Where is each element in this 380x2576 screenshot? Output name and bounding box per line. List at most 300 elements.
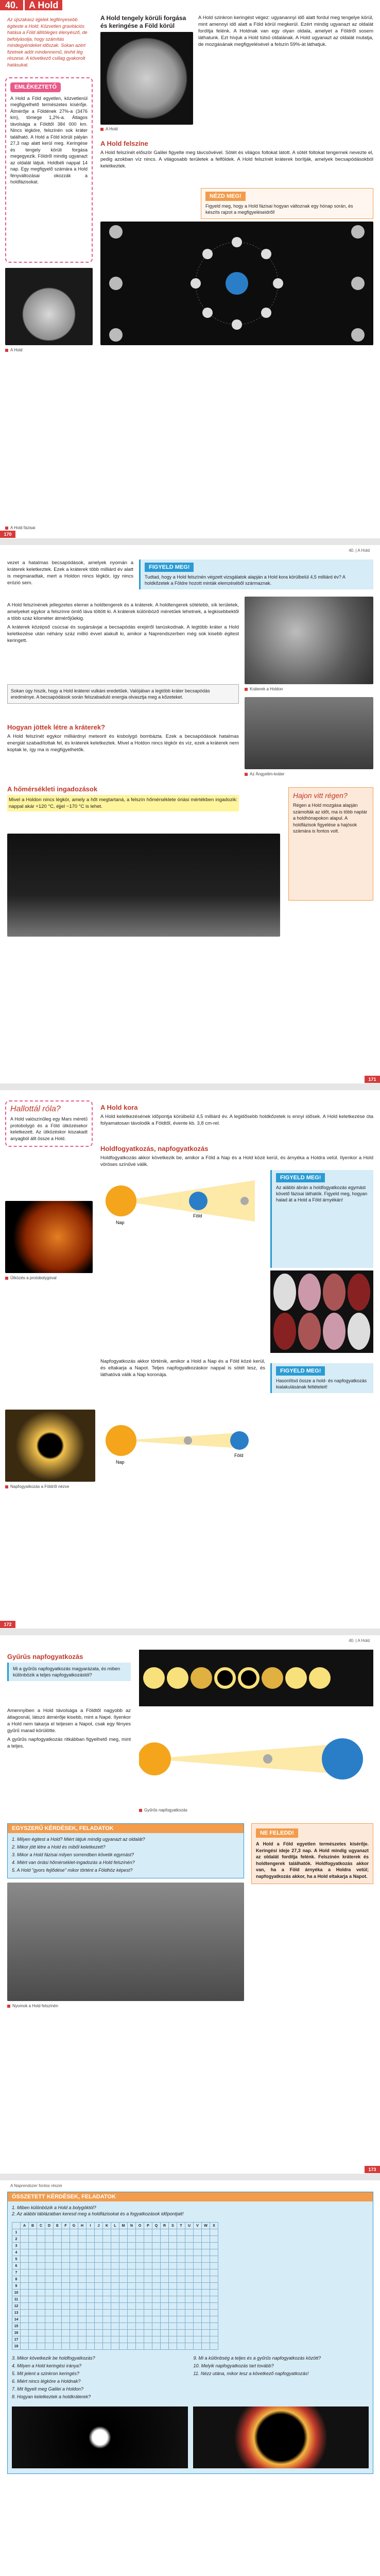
grid-cell[interactable] xyxy=(103,2323,111,2330)
grid-cell[interactable] xyxy=(95,2276,103,2283)
grid-cell[interactable] xyxy=(62,2330,70,2336)
grid-cell[interactable] xyxy=(45,2290,54,2296)
grid-cell[interactable] xyxy=(21,2276,29,2283)
grid-cell[interactable] xyxy=(194,2263,202,2269)
grid-cell[interactable] xyxy=(144,2243,152,2249)
grid-cell[interactable] xyxy=(185,2303,194,2310)
grid-cell[interactable] xyxy=(21,2263,29,2269)
grid-cell[interactable] xyxy=(194,2343,202,2350)
grid-cell[interactable] xyxy=(21,2336,29,2343)
grid-cell[interactable] xyxy=(177,2263,185,2269)
grid-cell[interactable] xyxy=(210,2336,218,2343)
grid-cell[interactable] xyxy=(161,2283,169,2290)
grid-cell[interactable] xyxy=(45,2269,54,2276)
grid-cell[interactable] xyxy=(194,2249,202,2256)
grid-cell[interactable] xyxy=(128,2263,136,2269)
grid-cell[interactable] xyxy=(78,2310,87,2316)
grid-cell[interactable] xyxy=(37,2310,45,2316)
grid-cell[interactable] xyxy=(169,2283,177,2290)
grid-cell[interactable] xyxy=(210,2310,218,2316)
grid-cell[interactable] xyxy=(210,2323,218,2330)
grid-cell[interactable] xyxy=(144,2276,152,2283)
grid-cell[interactable] xyxy=(169,2276,177,2283)
grid-cell[interactable] xyxy=(111,2249,119,2256)
grid-cell[interactable] xyxy=(202,2296,210,2303)
grid-cell[interactable] xyxy=(128,2323,136,2330)
grid-cell[interactable] xyxy=(70,2336,78,2343)
grid-cell[interactable] xyxy=(152,2263,161,2269)
grid-cell[interactable] xyxy=(70,2236,78,2243)
grid-cell[interactable] xyxy=(37,2303,45,2310)
grid-cell[interactable] xyxy=(70,2303,78,2310)
grid-cell[interactable] xyxy=(136,2296,144,2303)
grid-cell[interactable] xyxy=(62,2243,70,2249)
grid-cell[interactable] xyxy=(210,2343,218,2350)
grid-cell[interactable] xyxy=(185,2336,194,2343)
grid-cell[interactable] xyxy=(21,2256,29,2263)
grid-cell[interactable] xyxy=(54,2243,62,2249)
grid-cell[interactable] xyxy=(37,2336,45,2343)
grid-cell[interactable] xyxy=(136,2269,144,2276)
grid-cell[interactable] xyxy=(87,2276,95,2283)
grid-cell[interactable] xyxy=(177,2229,185,2236)
grid-cell[interactable] xyxy=(45,2283,54,2290)
grid-cell[interactable] xyxy=(152,2229,161,2236)
grid-cell[interactable] xyxy=(54,2249,62,2256)
grid-cell[interactable] xyxy=(111,2310,119,2316)
grid-cell[interactable] xyxy=(87,2243,95,2249)
grid-cell[interactable] xyxy=(111,2336,119,2343)
grid-cell[interactable] xyxy=(152,2256,161,2263)
grid-cell[interactable] xyxy=(136,2323,144,2330)
grid-cell[interactable] xyxy=(136,2263,144,2269)
grid-cell[interactable] xyxy=(70,2290,78,2296)
grid-cell[interactable] xyxy=(29,2276,37,2283)
grid-cell[interactable] xyxy=(78,2256,87,2263)
grid-cell[interactable] xyxy=(87,2330,95,2336)
grid-cell[interactable] xyxy=(62,2283,70,2290)
grid-cell[interactable] xyxy=(95,2269,103,2276)
grid-cell[interactable] xyxy=(111,2303,119,2310)
grid-cell[interactable] xyxy=(202,2276,210,2283)
grid-cell[interactable] xyxy=(54,2229,62,2236)
grid-cell[interactable] xyxy=(169,2336,177,2343)
grid-cell[interactable] xyxy=(45,2316,54,2323)
grid-cell[interactable] xyxy=(185,2243,194,2249)
grid-cell[interactable] xyxy=(185,2296,194,2303)
grid-cell[interactable] xyxy=(87,2229,95,2236)
grid-cell[interactable] xyxy=(103,2316,111,2323)
grid-cell[interactable] xyxy=(152,2276,161,2283)
grid-cell[interactable] xyxy=(210,2290,218,2296)
grid-cell[interactable] xyxy=(136,2330,144,2336)
grid-cell[interactable] xyxy=(202,2269,210,2276)
grid-cell[interactable] xyxy=(21,2303,29,2310)
grid-cell[interactable] xyxy=(169,2290,177,2296)
grid-cell[interactable] xyxy=(136,2343,144,2350)
grid-cell[interactable] xyxy=(128,2303,136,2310)
grid-cell[interactable] xyxy=(95,2229,103,2236)
grid-cell[interactable] xyxy=(95,2236,103,2243)
grid-cell[interactable] xyxy=(119,2296,128,2303)
grid-cell[interactable] xyxy=(177,2283,185,2290)
grid-cell[interactable] xyxy=(202,2229,210,2236)
grid-cell[interactable] xyxy=(62,2290,70,2296)
grid-cell[interactable] xyxy=(87,2323,95,2330)
grid-cell[interactable] xyxy=(152,2249,161,2256)
grid-cell[interactable] xyxy=(45,2276,54,2283)
grid-cell[interactable] xyxy=(144,2229,152,2236)
grid-cell[interactable] xyxy=(169,2343,177,2350)
grid-cell[interactable] xyxy=(210,2236,218,2243)
grid-cell[interactable] xyxy=(202,2263,210,2269)
grid-cell[interactable] xyxy=(210,2263,218,2269)
grid-cell[interactable] xyxy=(177,2336,185,2343)
grid-cell[interactable] xyxy=(177,2310,185,2316)
grid-cell[interactable] xyxy=(152,2330,161,2336)
grid-cell[interactable] xyxy=(70,2323,78,2330)
grid-cell[interactable] xyxy=(70,2243,78,2249)
grid-cell[interactable] xyxy=(144,2263,152,2269)
grid-cell[interactable] xyxy=(210,2269,218,2276)
grid-cell[interactable] xyxy=(177,2256,185,2263)
grid-cell[interactable] xyxy=(128,2269,136,2276)
grid-cell[interactable] xyxy=(185,2343,194,2350)
grid-cell[interactable] xyxy=(29,2310,37,2316)
grid-cell[interactable] xyxy=(87,2263,95,2269)
grid-cell[interactable] xyxy=(194,2269,202,2276)
grid-cell[interactable] xyxy=(103,2269,111,2276)
grid-cell[interactable] xyxy=(45,2256,54,2263)
grid-cell[interactable] xyxy=(78,2263,87,2269)
grid-cell[interactable] xyxy=(70,2249,78,2256)
grid-cell[interactable] xyxy=(119,2283,128,2290)
grid-cell[interactable] xyxy=(95,2336,103,2343)
grid-cell[interactable] xyxy=(152,2316,161,2323)
grid-cell[interactable] xyxy=(54,2256,62,2263)
grid-cell[interactable] xyxy=(78,2269,87,2276)
grid-cell[interactable] xyxy=(185,2256,194,2263)
grid-cell[interactable] xyxy=(78,2343,87,2350)
grid-cell[interactable] xyxy=(21,2249,29,2256)
grid-cell[interactable] xyxy=(37,2269,45,2276)
grid-cell[interactable] xyxy=(119,2263,128,2269)
grid-cell[interactable] xyxy=(144,2236,152,2243)
grid-cell[interactable] xyxy=(29,2243,37,2249)
grid-cell[interactable] xyxy=(119,2269,128,2276)
grid-cell[interactable] xyxy=(37,2323,45,2330)
grid-cell[interactable] xyxy=(103,2290,111,2296)
grid-cell[interactable] xyxy=(202,2243,210,2249)
grid-cell[interactable] xyxy=(45,2263,54,2269)
grid-cell[interactable] xyxy=(194,2323,202,2330)
grid-cell[interactable] xyxy=(103,2256,111,2263)
grid-cell[interactable] xyxy=(29,2256,37,2263)
grid-cell[interactable] xyxy=(136,2283,144,2290)
grid-cell[interactable] xyxy=(169,2269,177,2276)
grid-cell[interactable] xyxy=(87,2296,95,2303)
grid-cell[interactable] xyxy=(202,2343,210,2350)
grid-cell[interactable] xyxy=(21,2269,29,2276)
grid-cell[interactable] xyxy=(70,2256,78,2263)
grid-cell[interactable] xyxy=(111,2229,119,2236)
grid-cell[interactable] xyxy=(210,2229,218,2236)
grid-cell[interactable] xyxy=(185,2330,194,2336)
grid-cell[interactable] xyxy=(45,2343,54,2350)
grid-cell[interactable] xyxy=(177,2343,185,2350)
grid-cell[interactable] xyxy=(161,2229,169,2236)
grid-cell[interactable] xyxy=(95,2243,103,2249)
grid-cell[interactable] xyxy=(70,2269,78,2276)
grid-cell[interactable] xyxy=(54,2323,62,2330)
grid-cell[interactable] xyxy=(21,2323,29,2330)
grid-cell[interactable] xyxy=(62,2269,70,2276)
grid-cell[interactable] xyxy=(169,2316,177,2323)
grid-cell[interactable] xyxy=(70,2296,78,2303)
grid-cell[interactable] xyxy=(62,2343,70,2350)
grid-cell[interactable] xyxy=(111,2296,119,2303)
grid-cell[interactable] xyxy=(111,2243,119,2249)
grid-cell[interactable] xyxy=(169,2330,177,2336)
grid-cell[interactable] xyxy=(21,2296,29,2303)
grid-cell[interactable] xyxy=(119,2323,128,2330)
grid-cell[interactable] xyxy=(177,2243,185,2249)
grid-cell[interactable] xyxy=(70,2330,78,2336)
grid-cell[interactable] xyxy=(95,2296,103,2303)
grid-cell[interactable] xyxy=(169,2323,177,2330)
grid-cell[interactable] xyxy=(202,2283,210,2290)
grid-cell[interactable] xyxy=(128,2229,136,2236)
grid-cell[interactable] xyxy=(119,2303,128,2310)
grid-cell[interactable] xyxy=(144,2330,152,2336)
grid-cell[interactable] xyxy=(169,2256,177,2263)
grid-cell[interactable] xyxy=(210,2316,218,2323)
grid-cell[interactable] xyxy=(128,2236,136,2243)
grid-cell[interactable] xyxy=(62,2229,70,2236)
grid-cell[interactable] xyxy=(152,2343,161,2350)
grid-cell[interactable] xyxy=(161,2343,169,2350)
grid-cell[interactable] xyxy=(177,2303,185,2310)
grid-cell[interactable] xyxy=(119,2249,128,2256)
grid-cell[interactable] xyxy=(161,2236,169,2243)
grid-cell[interactable] xyxy=(95,2303,103,2310)
grid-cell[interactable] xyxy=(62,2336,70,2343)
grid-cell[interactable] xyxy=(194,2283,202,2290)
grid-cell[interactable] xyxy=(103,2330,111,2336)
grid-cell[interactable] xyxy=(29,2296,37,2303)
grid-cell[interactable] xyxy=(70,2263,78,2269)
grid-cell[interactable] xyxy=(202,2249,210,2256)
grid-cell[interactable] xyxy=(111,2269,119,2276)
grid-cell[interactable] xyxy=(144,2343,152,2350)
grid-cell[interactable] xyxy=(169,2229,177,2236)
grid-cell[interactable] xyxy=(29,2263,37,2269)
grid-cell[interactable] xyxy=(119,2343,128,2350)
grid-cell[interactable] xyxy=(87,2283,95,2290)
grid-cell[interactable] xyxy=(54,2343,62,2350)
grid-cell[interactable] xyxy=(152,2323,161,2330)
grid-cell[interactable] xyxy=(194,2276,202,2283)
grid-cell[interactable] xyxy=(29,2290,37,2296)
grid-cell[interactable] xyxy=(78,2236,87,2243)
grid-cell[interactable] xyxy=(194,2296,202,2303)
grid-cell[interactable] xyxy=(54,2236,62,2243)
grid-cell[interactable] xyxy=(45,2310,54,2316)
grid-cell[interactable] xyxy=(103,2236,111,2243)
grid-cell[interactable] xyxy=(37,2236,45,2243)
grid-cell[interactable] xyxy=(185,2316,194,2323)
grid-cell[interactable] xyxy=(169,2310,177,2316)
grid-cell[interactable] xyxy=(87,2290,95,2296)
grid-cell[interactable] xyxy=(111,2290,119,2296)
grid-cell[interactable] xyxy=(45,2236,54,2243)
grid-cell[interactable] xyxy=(29,2229,37,2236)
grid-cell[interactable] xyxy=(161,2316,169,2323)
grid-cell[interactable] xyxy=(95,2323,103,2330)
grid-cell[interactable] xyxy=(29,2343,37,2350)
grid-cell[interactable] xyxy=(169,2249,177,2256)
grid-cell[interactable] xyxy=(152,2290,161,2296)
grid-cell[interactable] xyxy=(119,2316,128,2323)
grid-cell[interactable] xyxy=(37,2249,45,2256)
grid-cell[interactable] xyxy=(21,2343,29,2350)
grid-cell[interactable] xyxy=(95,2330,103,2336)
grid-cell[interactable] xyxy=(202,2330,210,2336)
grid-cell[interactable] xyxy=(95,2263,103,2269)
grid-cell[interactable] xyxy=(194,2243,202,2249)
grid-cell[interactable] xyxy=(210,2249,218,2256)
grid-cell[interactable] xyxy=(144,2310,152,2316)
grid-cell[interactable] xyxy=(136,2229,144,2236)
grid-cell[interactable] xyxy=(95,2283,103,2290)
grid-cell[interactable] xyxy=(202,2316,210,2323)
grid-cell[interactable] xyxy=(54,2276,62,2283)
grid-cell[interactable] xyxy=(103,2336,111,2343)
grid-cell[interactable] xyxy=(78,2336,87,2343)
grid-cell[interactable] xyxy=(177,2323,185,2330)
grid-cell[interactable] xyxy=(152,2269,161,2276)
grid-cell[interactable] xyxy=(62,2323,70,2330)
grid-cell[interactable] xyxy=(78,2303,87,2310)
grid-cell[interactable] xyxy=(111,2330,119,2336)
grid-cell[interactable] xyxy=(111,2283,119,2290)
grid-cell[interactable] xyxy=(54,2310,62,2316)
grid-cell[interactable] xyxy=(70,2283,78,2290)
grid-cell[interactable] xyxy=(185,2290,194,2296)
grid-cell[interactable] xyxy=(128,2310,136,2316)
grid-cell[interactable] xyxy=(54,2303,62,2310)
grid-cell[interactable] xyxy=(103,2243,111,2249)
grid-cell[interactable] xyxy=(128,2249,136,2256)
grid-cell[interactable] xyxy=(119,2243,128,2249)
grid-cell[interactable] xyxy=(111,2323,119,2330)
grid-cell[interactable] xyxy=(62,2310,70,2316)
grid-cell[interactable] xyxy=(62,2263,70,2269)
grid-cell[interactable] xyxy=(128,2256,136,2263)
grid-cell[interactable] xyxy=(62,2276,70,2283)
grid-cell[interactable] xyxy=(202,2290,210,2296)
grid-cell[interactable] xyxy=(70,2316,78,2323)
grid-cell[interactable] xyxy=(54,2316,62,2323)
grid-cell[interactable] xyxy=(95,2316,103,2323)
grid-cell[interactable] xyxy=(37,2276,45,2283)
grid-cell[interactable] xyxy=(144,2249,152,2256)
grid-cell[interactable] xyxy=(210,2243,218,2249)
grid-cell[interactable] xyxy=(194,2303,202,2310)
grid-cell[interactable] xyxy=(78,2296,87,2303)
grid-cell[interactable] xyxy=(62,2249,70,2256)
grid-cell[interactable] xyxy=(37,2263,45,2269)
grid-cell[interactable] xyxy=(161,2296,169,2303)
grid-cell[interactable] xyxy=(161,2276,169,2283)
grid-cell[interactable] xyxy=(128,2276,136,2283)
grid-cell[interactable] xyxy=(185,2323,194,2330)
grid-cell[interactable] xyxy=(78,2229,87,2236)
grid-cell[interactable] xyxy=(95,2290,103,2296)
grid-cell[interactable] xyxy=(210,2283,218,2290)
grid-cell[interactable] xyxy=(87,2236,95,2243)
grid-cell[interactable] xyxy=(78,2330,87,2336)
grid-cell[interactable] xyxy=(161,2290,169,2296)
grid-cell[interactable] xyxy=(202,2303,210,2310)
grid-cell[interactable] xyxy=(128,2336,136,2343)
grid-cell[interactable] xyxy=(21,2330,29,2336)
grid-cell[interactable] xyxy=(70,2310,78,2316)
grid-cell[interactable] xyxy=(161,2269,169,2276)
grid-cell[interactable] xyxy=(144,2336,152,2343)
grid-cell[interactable] xyxy=(62,2256,70,2263)
grid-cell[interactable] xyxy=(185,2263,194,2269)
grid-cell[interactable] xyxy=(210,2276,218,2283)
grid-cell[interactable] xyxy=(37,2243,45,2249)
grid-cell[interactable] xyxy=(87,2269,95,2276)
grid-cell[interactable] xyxy=(161,2249,169,2256)
grid-cell[interactable] xyxy=(21,2229,29,2236)
grid-cell[interactable] xyxy=(194,2336,202,2343)
grid-cell[interactable] xyxy=(21,2316,29,2323)
grid-cell[interactable] xyxy=(194,2256,202,2263)
grid-cell[interactable] xyxy=(29,2330,37,2336)
grid-cell[interactable] xyxy=(21,2243,29,2249)
grid-cell[interactable] xyxy=(136,2310,144,2316)
grid-cell[interactable] xyxy=(87,2303,95,2310)
grid-cell[interactable] xyxy=(194,2290,202,2296)
grid-cell[interactable] xyxy=(37,2283,45,2290)
grid-cell[interactable] xyxy=(161,2263,169,2269)
grid-cell[interactable] xyxy=(45,2243,54,2249)
grid-cell[interactable] xyxy=(95,2343,103,2350)
grid-cell[interactable] xyxy=(21,2236,29,2243)
grid-cell[interactable] xyxy=(29,2316,37,2323)
grid-cell[interactable] xyxy=(210,2296,218,2303)
grid-cell[interactable] xyxy=(62,2296,70,2303)
grid-cell[interactable] xyxy=(169,2296,177,2303)
grid-cell[interactable] xyxy=(111,2316,119,2323)
grid-cell[interactable] xyxy=(103,2229,111,2236)
grid-cell[interactable] xyxy=(144,2303,152,2310)
grid-cell[interactable] xyxy=(144,2283,152,2290)
grid-cell[interactable] xyxy=(144,2256,152,2263)
grid-cell[interactable] xyxy=(95,2249,103,2256)
grid-cell[interactable] xyxy=(136,2316,144,2323)
grid-cell[interactable] xyxy=(161,2310,169,2316)
grid-cell[interactable] xyxy=(78,2276,87,2283)
grid-cell[interactable] xyxy=(37,2343,45,2350)
grid-cell[interactable] xyxy=(37,2229,45,2236)
grid-cell[interactable] xyxy=(161,2336,169,2343)
grid-cell[interactable] xyxy=(144,2323,152,2330)
grid-cell[interactable] xyxy=(87,2249,95,2256)
